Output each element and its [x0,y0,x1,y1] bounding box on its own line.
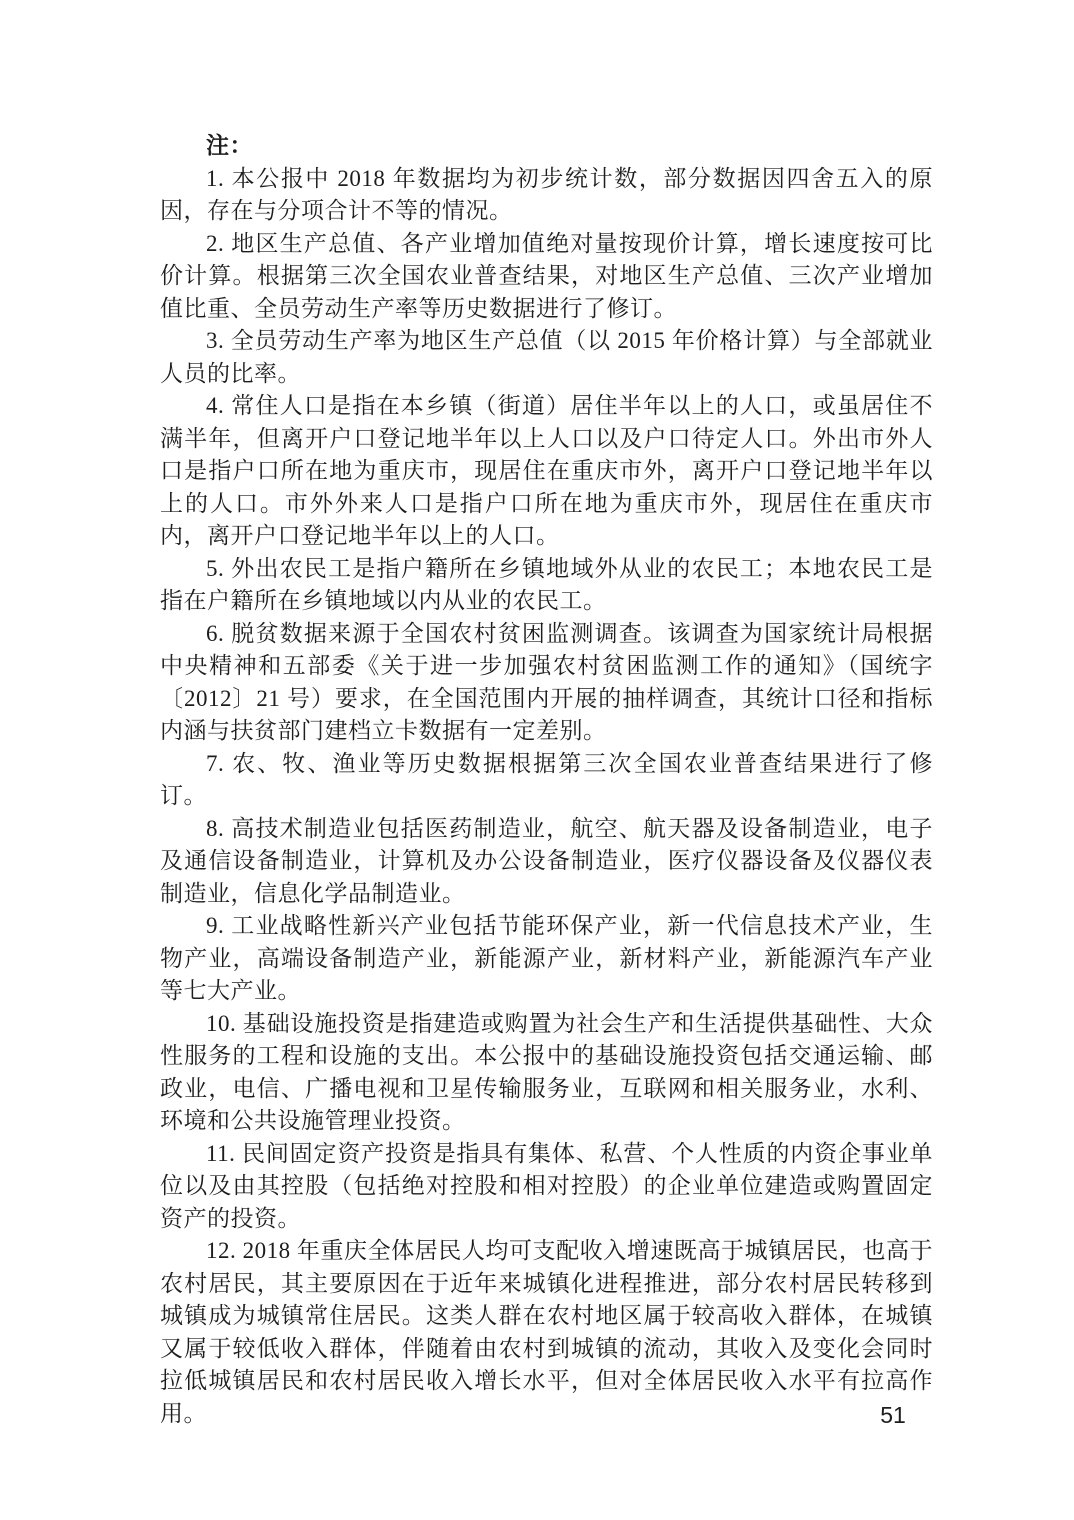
note-paragraph-11: 11. 民间固定资产投资是指具有集体、私营、个人性质的内资企事业单位以及由其控股（包括绝对控股和相对控股）的企业单位建造或购置固定资产的投资。 [160,1140,933,1231]
note-paragraph-8: 8. 高技术制造业包括医药制造业，航空、航天器及设备制造业，电子及通信设备制造业，计算机及办公设备制造业，医疗仪器设备及仪器仪表制造业，信息化学品制造业。 [160,815,933,906]
notes-section [160,130,933,1430]
notes-heading: 注： [206,133,253,158]
notes-list [160,163,933,1431]
note-paragraph-10: 10. 基础设施投资是指建造或购置为社会生产和生活提供基础性、大众性服务的工程和设施的支出。本公报中的基础设施投资包括交通运输、邮政业，电信、广播电视和卫星传输服务业，互联网和相关服务业，水利、环境和公共设施管理业投资。 [160,1010,933,1133]
note-paragraph-12: 12. 2018 年重庆全体居民人均可支配收入增速既高于城镇居民，也高于农村居民，其主要原因在于近年来城镇化进程推进，部分农村居民转移到城镇成为城镇常住居民。这类人群在农村地区属于较高收入群体，在城镇又属于较低收入群体，伴随着由农村到城镇的流动，其收入及变化会同时拉低城镇居民和农村居民收入增长水平，但对全体居民收入水平有拉高作用。 [160,1238,933,1426]
note-paragraph-7: 7. 农、牧、渔业等历史数据根据第三次全国农业普查结果进行了修订。 [160,750,933,808]
note-paragraph-4: 4. 常住人口是指在本乡镇（街道）居住半年以上的人口，或虽居住不满半年，但离开户口登记地半年以上人口以及户口待定人口。外出市外人口是指户口所在地为重庆市，现居住在重庆市外，离开户口登记地半年以上的人口。市外外来人口是指户口所在地为重庆市外，现居住在重庆市内，离开户口登记地半年以上的人口。 [160,393,933,548]
note-paragraph-9: 9. 工业战略性新兴产业包括节能环保产业，新一代信息技术产业，生物产业，高端设备制造产业，新能源产业，新材料产业，新能源汽车产业等七大产业。 [160,913,933,1003]
note-paragraph-6: 6. 脱贫数据来源于全国农村贫困监测调查。该调查为国家统计局根据中央精神和五部委《关于进一步加强农村贫困监测工作的通知》（国统字〔2012〕21 号）要求，在全国范围内开展的抽样调查，其统计口径和指标内涵与扶贫部门建档立卡数据有一定差别。 [160,620,933,743]
note-paragraph-5: 5. 外出农民工是指户籍所在乡镇地域外从业的农民工；本地农民工是指在户籍所在乡镇地域以内从业的农民工。 [160,555,933,613]
note-paragraph-3: 3. 全员劳动生产率为地区生产总值（以 2015 年价格计算）与全部就业人员的比率。 [160,328,933,386]
page-number: 51 [880,1402,906,1428]
note-paragraph-2: 2. 地区生产总值、各产业增加值绝对量按现价计算，增长速度按可比价计算。根据第三次全国农业普查结果，对地区生产总值、三次产业增加值比重、全员劳动生产率等历史数据进行了修订。 [160,230,933,321]
note-paragraph-1: 1. 本公报中 2018 年数据均为初步统计数，部分数据因四舍五入的原因，存在与分项合计不等的情况。 [160,165,933,223]
